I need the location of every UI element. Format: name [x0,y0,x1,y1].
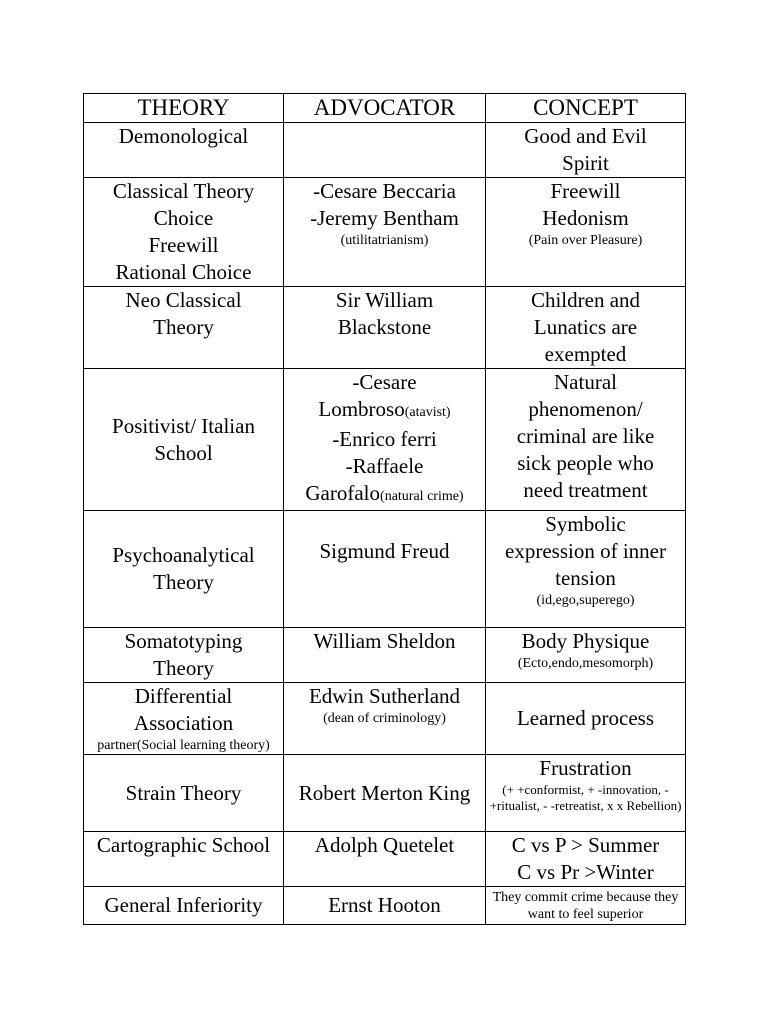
theory-cell: Psychoanalytical Theory [84,511,284,628]
advocator-cell: Sir William Blackstone [284,287,486,369]
theory-cell: Cartographic School [84,832,284,887]
table-row [84,511,686,628]
theories-table [83,93,686,925]
advocator-cell: Adolph Quetelet [284,832,486,887]
advocator-cell: -Cesare Lombroso(atavist) -Enrico ferri -Raffaele Garofalo(natural crime) [284,369,486,511]
advocator-cell: Edwin Sutherland (dean of criminology) [284,683,486,755]
concept-cell: Freewill Hedonism (Pain over Pleasure) [486,178,686,287]
advocator-cell: -Cesare Beccaria -Jeremy Bentham (utilitatrianism) [284,178,486,287]
concept-cell: Frustration (+ +conformist, + -innovation, - +ritualist, - -retreatist, x x Rebellion) [486,755,686,832]
concept-cell: Learned process [486,683,686,755]
concept-cell: Children and Lunatics are exempted [486,287,686,369]
header-row [84,94,686,123]
table-row [84,369,686,511]
table-row [84,887,686,925]
table-row [84,832,686,887]
theory-cell: Classical Theory Choice Freewill Rational Choice [84,178,284,287]
header-concept: CONCEPT [486,94,686,123]
theory-cell: Strain Theory [84,755,284,832]
table-row [84,683,686,755]
concept-cell: C vs P > Summer C vs Pr >Winter [486,832,686,887]
concept-cell: They commit crime because they want to feel superior [486,887,686,925]
table-row [84,287,686,369]
concept-cell: Body Physique (Ecto,endo,mesomorph) [486,628,686,683]
table-row [84,178,686,287]
theory-cell: General Inferiority [84,887,284,925]
table-row [84,123,686,178]
table-row [84,755,686,832]
advocator-cell: William Sheldon [284,628,486,683]
header-advocator: ADVOCATOR [284,94,486,123]
concept-cell: Good and Evil Spirit [486,123,686,178]
theory-cell: Somatotyping Theory [84,628,284,683]
concept-cell: Natural phenomenon/ criminal are like sick people who need treatment [486,369,686,511]
header-theory: THEORY [84,94,284,123]
concept-cell: Symbolic expression of inner tension (id,ego,superego) [486,511,686,628]
theory-cell: Differential Association partner(Social learning theory) [84,683,284,755]
theory-cell: Positivist/ Italian School [84,369,284,511]
table-row [84,628,686,683]
advocator-cell: Ernst Hooton [284,887,486,925]
theory-cell: Neo Classical Theory [84,287,284,369]
advocator-cell: Sigmund Freud [284,511,486,628]
theory-cell: Demonological [84,123,284,178]
advocator-cell: Robert Merton King [284,755,486,832]
advocator-cell [284,123,486,178]
